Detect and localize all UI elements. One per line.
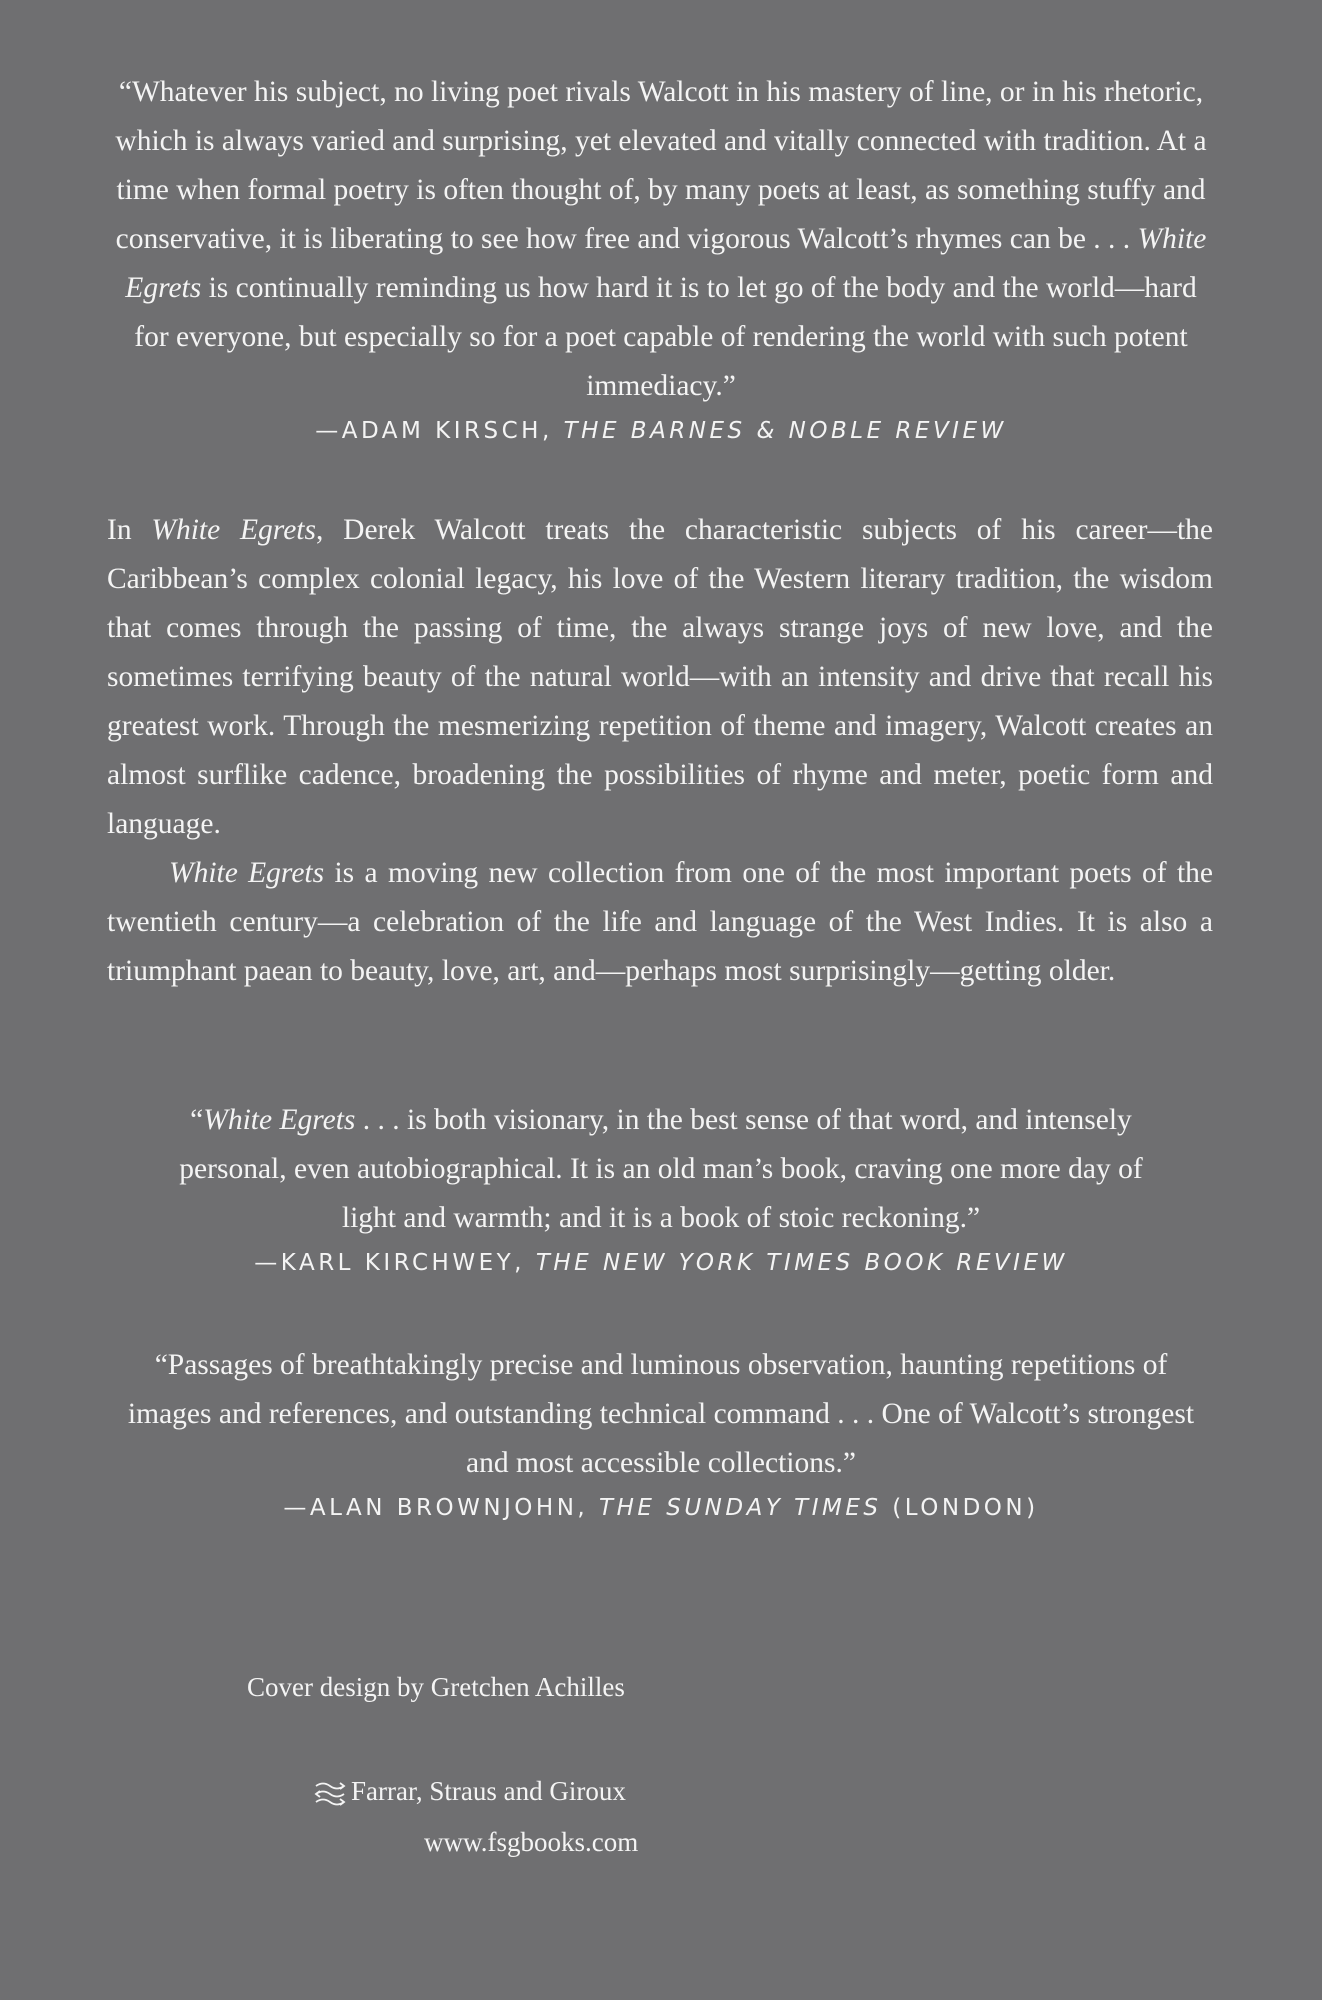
publisher-label: Farrar, Straus and Giroux [351, 1776, 626, 1806]
review-quote-brownjohn [125, 1341, 1197, 1526]
quote-attribution: —ADAM KIRSCH, THE BARNES & NOBLE REVIEW [315, 418, 1007, 444]
book-title: White Egrets [125, 223, 1207, 304]
publisher-name [313, 1771, 626, 1811]
review-quote-kirchwey [155, 1096, 1167, 1281]
quote-attribution: —KARL KIRCHWEY, THE NEW YORK TIMES BOOK REVIEW [254, 1250, 1068, 1276]
book-title: White Egrets [203, 1104, 356, 1136]
book-title: White Egrets [151, 514, 316, 546]
review-quote-kirsch [105, 68, 1217, 449]
publication-name: THE BARNES & NOBLE REVIEW [563, 418, 1007, 444]
description-paragraph: In White Egrets, Derek Walcott treats the characteristic subjects of his career—the Caribbean’s complex colonial legacy, his love of the Western literary tradition, the wisdom that comes through the passing of time, the always strange joys of new love, and the sometimes terrifying beauty of the natural world—with an intensity and drive that recall his greatest work. Through the mesmerizing repetition of theme and imagery, Walcott creates an almost surflike cadence, broadening the possibilities of rhyme and meter, poetic form and language. [107, 514, 1214, 840]
book-description [107, 506, 1213, 996]
publication-name: THE NEW YORK TIMES BOOK REVIEW [535, 1250, 1068, 1276]
fsg-fish-icon [313, 1778, 347, 1804]
quote-text: “Whatever his subject, no living poet rivals Walcott in his mastery of line, or in his rhetoric, which is always varied and surprising, yet elevated and vitally connected with tradition. At a time when formal poetry is often thought of, by many poets at least, as something stuffy and conservative, it is liberating to see how free and vigorous Walcott’s rhymes can be . . . White Egrets is continually reminding us how hard it is to let go of the body and the world—hard for everyone, but especially so for a poet capable of rendering the world with such potent immediacy.” [115, 76, 1207, 402]
cover-design-credit: Cover design by Gretchen Achilles [247, 1672, 625, 1702]
publication-name: THE SUNDAY TIMES [599, 1495, 882, 1521]
quote-attribution: —ALAN BROWNJOHN, THE SUNDAY TIMES (LONDON) [283, 1495, 1039, 1521]
book-title: White Egrets [169, 857, 325, 889]
description-paragraph: White Egrets is a moving new collection from one of the most important poets of the twentieth century—a celebration of the life and language of the West Indies. It is also a triumphant paean to beauty, love, art, and—perhaps most surprisingly—getting older. [107, 857, 1213, 987]
quote-text: “White Egrets . . . is both visionary, in the best sense of that word, and intensely personal, even autobiographical. It is an old man’s book, craving one more day of light and warmth; and it is a book of stoic reckoning.” [179, 1104, 1143, 1234]
quote-text: “Passages of breathtakingly precise and luminous observation, haunting repetitions of images and references, and outstanding technical command . . . One of Walcott’s strongest and most accessible collections.” [127, 1349, 1195, 1479]
publisher-website: www.fsgbooks.com [424, 1827, 639, 1857]
